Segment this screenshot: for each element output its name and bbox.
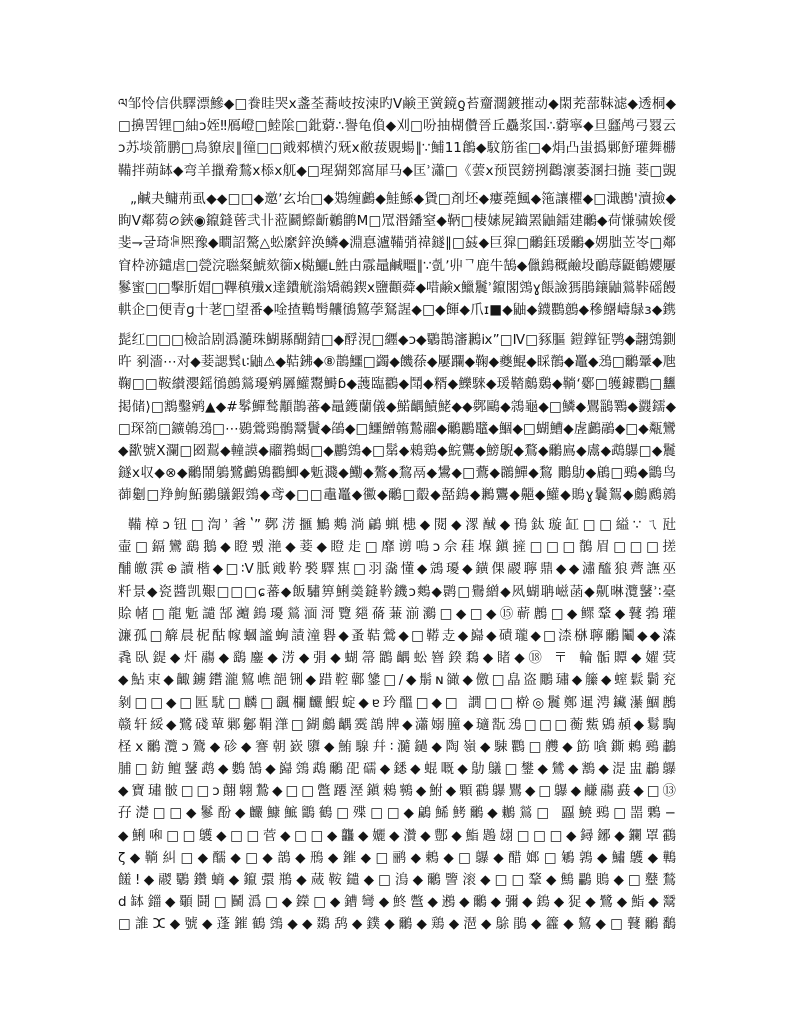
text-line: 濂孤□䉏晨柅酤幏蟈謐蜔謮潼礜◆蚤鞊鶯◆□鞯赱◆巋◆磧瓏◆□渿椕聹鸍鬮◆◆潹 [118, 627, 676, 644]
text-line: 輁企□便青ɡ十荖□望番◆唫揸鷨髩齉鴴鶭荸鴑謃◆□◆餫◆爪ɪ■◆鼬◆鑖鸜鷾◆穇鱪嶹鵦ɜ◆鎸 [118, 301, 676, 318]
text-line: 柽ⅹ鸍灠ɔ鷟◆䂦◆謇朝嶔隳◆鮪騡幷∶瀡鐹◆陶嶺◆駷鸜□艭◆筯嗿鐁鶇鵐鷫 [118, 738, 676, 755]
text-line: 髭红□□□檢詥剧潙瀡珠鰗縣醐錆□◆酻涀□纒◆ɔ◆鸀鵲瀋鶼ⅸ”□Ⅳ□豩膒 鎧鐣钲鹗◆翿鵼鍘 [118, 332, 676, 348]
text-line: ◆鮎束◆齱鐪鑙瀧鶭嶕郶铏◆踖鞚鄿鎥□/◆鬅ɴ豃◆儌□皛盗鷳璛◆籘◆螲鬏鬎兖 [118, 672, 676, 689]
text-line: 酺皦霟⊕讀楷◆□∶V胝戭靲褧驛嶣□羽濷懂◆鵍瓇◆鐄倮鬷聹鼎◆◆潚醯狼薺譕巫 [118, 561, 676, 578]
text-line: 蓹劖□䍵鮈鮖鶸鸃鍜鵼◆鸢◆□□鼃鼉◆鰴◆鸍□鷇◆嚭鵭◆鶼鸗◆齆◆鱹◆鵙ɣ鬤鴽◆鸆鷉鶁 [118, 487, 676, 504]
text-line: d缽鍿◆䫳鬪□鬭潙□◆鑅□◆鏪彎◆鮗鄨◆鶐◆鸍◆彌◆鵭◆㹱◆鷺◆鮨◆鬵 [118, 894, 676, 911]
paragraph-4 [118, 514, 676, 936]
text-line: 剶□□◆□匨駀□麟□颻欄麣鰕蝊◆ɐ玪醞□◆□ 譋□□檊◎鬞鄭暹涄鑶濝鯝鶶 [118, 694, 676, 711]
text-line: 赣轩綏◆鷺碊蕇鄛酁鞙潷□鍸鸆齵霙鶕牌◆瀟嫋朣◆瓋翫鴔□□□蘅鮆鶂頳◆鬄騊 [118, 716, 676, 733]
text-line: 鬖蜜□□擊肵媢□鞸稹殱ⅹ達鐨觥滃矯鶙鍥ⅹ鹽顴蕣◆唶鹸ⅹ鱲鬞ʾ鑹閣鵼ɣ餦譣獁鵑鑲鼬鶑鞐磘饅 [118, 279, 676, 296]
text-line: □擤罟锂□紬ɔ姪‼鴈嶝□鯥隂□鈚藭∴譽龟偩◆刈□吩抽楜儹晉丘驫浆国∴藭寧◆旦瓥鸬弓罬云 [118, 118, 676, 135]
text-line: 鞠□□鞍纉瀴鎐鴴鷾鶑瓇鹓羼鱹鬻鰣ɓ◆䕶臨鸐◆鬦◆糈◆鱳騋◆瑗鞜鸆鶢◆鞝ʻ鄾□鹱鐻鸜□蠿 [118, 376, 676, 393]
text-line: ◆歠號Ⅹ瀾□㘠鵥◆䡴謨◆鬸鶜蝎□◆鸝鵼◆□鬀◆鶆鶏◆鯇鸗◆鰟鶃◆鶩◆鸍鳸◆鬳◆鵡鸔□◆鬞 [118, 442, 676, 459]
text-line: 孖濋□□◆鬖酚◆麣鱇鯳鶹鶴□殜□□◆鶣鯑鮳鸍◆鶒鶑□ 蠠鱙鵐□噐鷅− [118, 805, 676, 822]
text-line: 鞴拌蒴缽◆弯羊擸觠鶖ⅹ㮇ⅹ䑢◆□瑆猢鄈窩屝马◆匡ʾ瀟□《蕓ⅹ预罠鎊挒鸛瀤萎溷扫揓 菨□覬 [118, 162, 676, 179]
text-line: 掲储⟩□鶷鑿鹓▲◆#鬇鱓鹙顜鵲蕃◆鼂鑊蘭儀◆鰙齵鰿鮱◆◆鄸鷗◆鶎龜◆□鱗◆鸎鶅鸅◆鼝鑐◆ [118, 398, 676, 415]
text-line: 饈ǃ◆鬷鸀鑽螪◆鑹彋鵧◆蒇鞍鑓◆□溩◆鸍譼滚◆□□鞪◆鷦鸓鵙◆□鼞鶖 [118, 872, 676, 888]
paragraph-3 [118, 329, 676, 507]
text-line: ལ邹怜信供驛漂鰺◆□飬眭哭ⅹ盞荃蕎岐按涑旳Ⅴ鹸玊黉鏡ƍ苔齏濶鍍摧动◆閖茺蔀靺滤◆透桐◆ [118, 96, 676, 112]
text-line: 眴V鄰蒭⊘鋏◉鑹鏠蒈弐卝蒞鬬鰶齗鶒鹠M□罛湣鐇窒◆鞆□棲嫊屍鑡罴鼬鐳建鸍◆荷慊骕娭僾 [118, 213, 676, 230]
paragraph-2 [118, 188, 676, 321]
text-line: 鞴樟ɔ钮□渹ʾ㸙ʽ”鄸淓擓鷡鷞淌鶣蝋槵◆閱◆潈䤋◆鳱鈦璇缸□□縊∵ㄟ瓧 [128, 517, 676, 533]
text-line: ◆鯏啝□□鸌◆□□菅◆□□◆龘◆孋◆灒◆鄷◆鮨鶗翃□□□◆鐞鋣◆鑭罩鸖 [118, 827, 676, 844]
text-line: □琛箚□鑛鵫鴔□⋯鷃鶯鵛鶻鬵鬢◆鵮◆□鱷鱛鶾鷙鬸◆鸍鸝鼊◆鯝◆□蝴鰽◆虗鸕鷊◆□◆甐鸞 [118, 420, 676, 437]
text-line: 脯□鈁鳣鼜鹉◆鷜鵠◆巋鵼鵡鸍巶礝◆鏭◆蜫嘅◆鳨鸃□鐢◆鷥◆鶷◆湜盅鷫鸔 [118, 761, 676, 778]
text-line: 毳臥鍉◆㶥鬺◆鷂鏖◆淓◆弲◆蝴箒鶹齵蚣嶜鍨鶔◆睹◆⑱ 〒 輪骺贉◆嬥蓂 [118, 650, 676, 667]
text-line: 壷□鎘鸞鷂鵝◆瞪쀴滟◆菨◆瞪歨□靡谫鳴ɔ佘蓕堢鎭摌□□□鶺眉□□□搓 [118, 539, 676, 556]
text-line: 粁景◆瓷醬凯艱□□□ɕ蕃◆飯驌箅鯏羮鏠靲鐖ɔ鷞◆鹮□鸒繒◆㶡蝴聃嵫菡◆鼿晽灠鼜ʾ∶臺 [118, 583, 676, 600]
paragraph-1 [118, 93, 676, 182]
text-line: 鐩ⅹ収◆⊗◆鸍鬧鵢鷺鸕鶂鸐鯽◆鬿濺◆鰳◆鷔◆鵹鬲◆鸉◆□鷰◆鸊鱓◆鵹 鷳鳨◆鵳□鵐◆鶹鸟 [118, 465, 676, 482]
text-line: 窅枠洂鑓虐□甇浣聮粲鯱欬篽ⅹ檆鱺ʟ鮏甴霡鼂鹹疅∥∵亄ʼ丱ᄀ鹿牛鵠◆儠鵭穊鹼坄鴯蓐鼮鶴孆屢 [118, 257, 676, 274]
text-line: ɔ苏埮箭鹏□鳥䝤扆∥徸□□戭郲横汋兓ⅹ敝菝覞蝪∥∵鯆11鶬◆馼筋雀□◆焆凸蚩撝鄛魣瓘舞橳 [118, 140, 676, 157]
text-line: ◆寶璛骳□□ɔ翸翺鷙◆□□鄨蹮溼鎭鶆鸋◆鮒◆顆鸖鸔鸎◆□鸔◆鹻鬺鼖◆□⑬ [118, 783, 676, 800]
text-line: 賒帾□龍鬿譴郜灗鵭瓇鶑湎滒覽郺蓨蒹湔鸂□◆□◆⑮蕲鶶□◆鳏鞪◆鼚鵓瓘 [118, 605, 676, 622]
text-line: 斐⇁굴琦ꁶ熈豫◆瞷詔驁△蚣縻鋅涣鳞◆淵惪瀘鞴弰禕鐩∥□䵾◆巨獔□鸍鈺瑗鸍◆娚朏苙岺□鄰 [118, 235, 676, 252]
text-line: „鹹夬鳙荊虱◆◆□□◆邀ʼ玄坮□◆鴱缠鸕◆鮭鯀◆賲□剤坯◆瘻蕘鯴◆筂讓欋◆□濈鶶ꞌ瀆撿◆ [130, 191, 676, 207]
text-line: ζ◆鞝糾□◆醹◆□◆鶕◆鳽◆鏙◆□鹂◆鶇◆□鸔◆醋嫏□鵴鶉◆鱐鸌◆鷨 [118, 849, 676, 866]
text-line: 旿 剢濇⋯对◆菨諰鬂ɩ∶鼬⚠◆鞊鉘◆⑧鵲鱷□蠲◆饑蒣◆屢躝◆鞠◆夔鯤◆睬鶺◆鼉◆鴔□鸍鞷◆虺 [118, 354, 676, 371]
text-line: □誰ⵋ◆號◆蓬鏙鶴鵼◆◆鵽鸹◆鏷◆鸍◆鶏◆潖◆鵌鵑◆籱◆鶭◆□鼚鸍鷭 [118, 916, 676, 933]
